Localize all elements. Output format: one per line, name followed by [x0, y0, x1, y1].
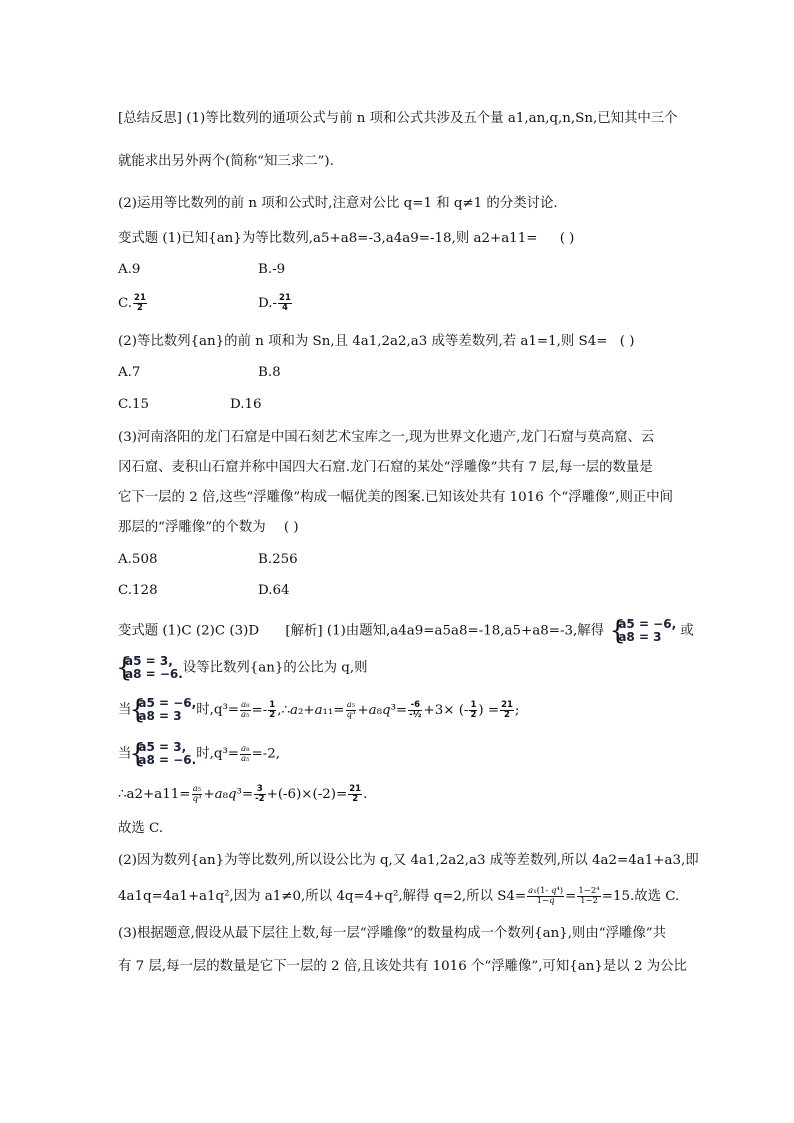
- part2-line-2-text: 4a1q=4a1+a1q²,因为 a1≠0,所以 4q=4+q²,解得 q=2,所以 S4=: [118, 889, 527, 904]
- summary-line-1: [总结反思] (1)等比数列的通项公式与前 n 项和公式共涉及五个量 a1,an,q,n,Sn,已知其中三个: [118, 111, 678, 126]
- case-text-2: 时,q³=: [196, 746, 240, 762]
- equation-system-a: [611, 618, 676, 644]
- q1-stem: [118, 230, 574, 248]
- answer-line-4: [118, 741, 280, 767]
- q1-option-b: B.-9: [258, 262, 286, 277]
- answer-head: 变式题 (1)C (2)C (3)D: [118, 623, 260, 639]
- when-word: 当: [118, 702, 132, 718]
- q1-option-d-fraction: [278, 294, 292, 313]
- analysis-label: [解析]: [285, 623, 323, 639]
- q3-line-4-text: 那层的“浮雕像”的个数为: [118, 520, 266, 535]
- q1-stem-text: 变式题 (1)已知{an}为等比数列,a5+a8=-3,a4a9=-18,则 a2+a11=: [118, 231, 538, 246]
- case-text-2-tail: =-2,: [251, 746, 281, 762]
- q3-option-b: B.256: [258, 552, 298, 567]
- case-text-1: 时,q³=: [196, 702, 240, 718]
- system-eq-1: { a5 = 3,: [138, 740, 187, 754]
- q-ratio-fraction: $\frac{\text{a₈}}{\text{a₅}}$: [241, 743, 250, 764]
- system-eq-2: a8 = −6.: [138, 753, 197, 767]
- system-eq-2: a8 = 3: [138, 709, 182, 723]
- q1-option-d: [258, 294, 293, 313]
- part3-line-1: (3)根据题意,假设从最下层往上数,每一层“浮雕像”的数量构成一个数列{an},则由“浮雕像”共: [118, 926, 667, 941]
- answer-part1-text-2: 设等比数列{an}的公比为 q,则: [182, 660, 368, 676]
- when-word: 当: [118, 746, 132, 762]
- system-eq-2: a8 = −6.: [125, 667, 183, 681]
- system-eq-1: { a5 = −6,: [138, 696, 197, 710]
- answer-line-3: [118, 697, 519, 723]
- part2-line-1: (2)因为数列{an}为等比数列,所以设公比为 q,又 4a1,2a2,a3 成等差数列,所以 4a2=4a1+a3,即: [118, 853, 699, 868]
- s4-formula: $\frac{\text{a₁(1- q⁴)}}{1-q}$ = $\frac{\text{1−2⁴}}{1-2}$: [528, 886, 600, 906]
- q3-answer-paren: ( ): [283, 520, 299, 535]
- answer-line-5: [118, 785, 367, 804]
- fraction-numerator: 21: [279, 293, 291, 303]
- q3-line-3: 它下一层的 2 倍,这些“浮雕像”构成一幅优美的图案.已知该处共有 1016 个“浮雕像”,则正中间: [118, 490, 674, 505]
- or-word: 或: [680, 623, 694, 639]
- case2-formula: $\frac{\text{a₅}}{\text{q³}}$ +a₈q³= $\frac{3}{-2}$ +(-6)×(-2)= $\frac{21}{2}$ .: [192, 784, 368, 804]
- part3-line-2: 有 7 层,每一层的数量是它下一层的 2 倍,且该处共有 1016 个“浮雕像”,可知{an}是以 2 为公比: [118, 959, 687, 974]
- part2-line-2-tail: =15.故选 C.: [601, 889, 680, 904]
- q1-option-c: [118, 294, 148, 313]
- q3-line-4: [118, 519, 299, 537]
- system-eq-2: a8 = 3: [618, 630, 662, 644]
- case1-formula: $\frac{\text{a₈}}{\text{a₅}}$ =- $\frac{1}{2}$ ,∴a₂+a₁₁= $\frac{\text{a₅}}{\text{q³}}$ +a₈q³= $\frac{-6}{\text{-½}}$ +3× (- $\frac{1}{2}$ ) = $\frac{21}{2}$ ;: [241, 699, 520, 720]
- equation-system-d: [131, 741, 196, 767]
- equation-system-c: [131, 697, 196, 723]
- q3-option-a: A.508: [118, 552, 158, 567]
- part2-line-2: [118, 887, 679, 906]
- fraction-denominator: 4: [282, 303, 288, 313]
- q3-line-2: 冈石窟、麦积山石窟并称中国四大石窟.龙门石窟的某处“浮雕像”共有 7 层,每一层的数量是: [118, 460, 653, 475]
- therefore-text: ∴a2+a11=: [118, 787, 191, 802]
- fraction-numerator: 21: [134, 293, 146, 303]
- q3-line-1: (3)河南洛阳的龙门石窟是中国石刻艺术宝库之一,现为世界文化遗产,龙门石窟与莫高窟、云: [118, 430, 655, 445]
- q2-option-a: A.7: [118, 365, 141, 380]
- q2-stem: [118, 333, 634, 351]
- q1-option-a: A.9: [118, 262, 141, 277]
- system-eq-1: { a5 = 3,: [125, 654, 173, 668]
- answer-line-1: [118, 618, 694, 644]
- q2-answer-paren: ( ): [619, 334, 635, 349]
- answer-line-2: [118, 655, 367, 681]
- q3-option-c: C.128: [118, 583, 158, 598]
- q1-option-d-prefix: D.-: [258, 296, 278, 311]
- system-eq-1: { a5 = −6,: [618, 617, 677, 631]
- answer-part1-text: (1)由题知,a4a9=a5a8=-18,a5+a8=-3,解得: [326, 623, 605, 639]
- q2-stem-text: (2)等比数列{an}的前 n 项和为 Sn,且 4a1,2a2,a3 成等差数列,若 a1=1,则 S4=: [118, 334, 608, 349]
- q2-option-b: B.8: [258, 365, 281, 380]
- summary-line-3: (2)运用等比数列的前 n 项和公式时,注意对公比 q=1 和 q≠1 的分类讨论.: [118, 196, 558, 211]
- q3-option-d: D.64: [258, 583, 290, 598]
- equation-system-b: [118, 655, 183, 681]
- conclusion-1: 故选 C.: [118, 821, 164, 836]
- q2-option-d: D.16: [230, 397, 262, 412]
- q1-option-c-fraction: [133, 294, 147, 313]
- q1-option-c-prefix: C.: [118, 296, 133, 311]
- summary-line-2: 就能求出另外两个(简称“知三求二”).: [118, 154, 334, 169]
- fraction-denominator: 2: [136, 303, 143, 313]
- q2-option-c: C.15: [118, 397, 150, 412]
- q1-answer-paren: ( ): [559, 231, 575, 246]
